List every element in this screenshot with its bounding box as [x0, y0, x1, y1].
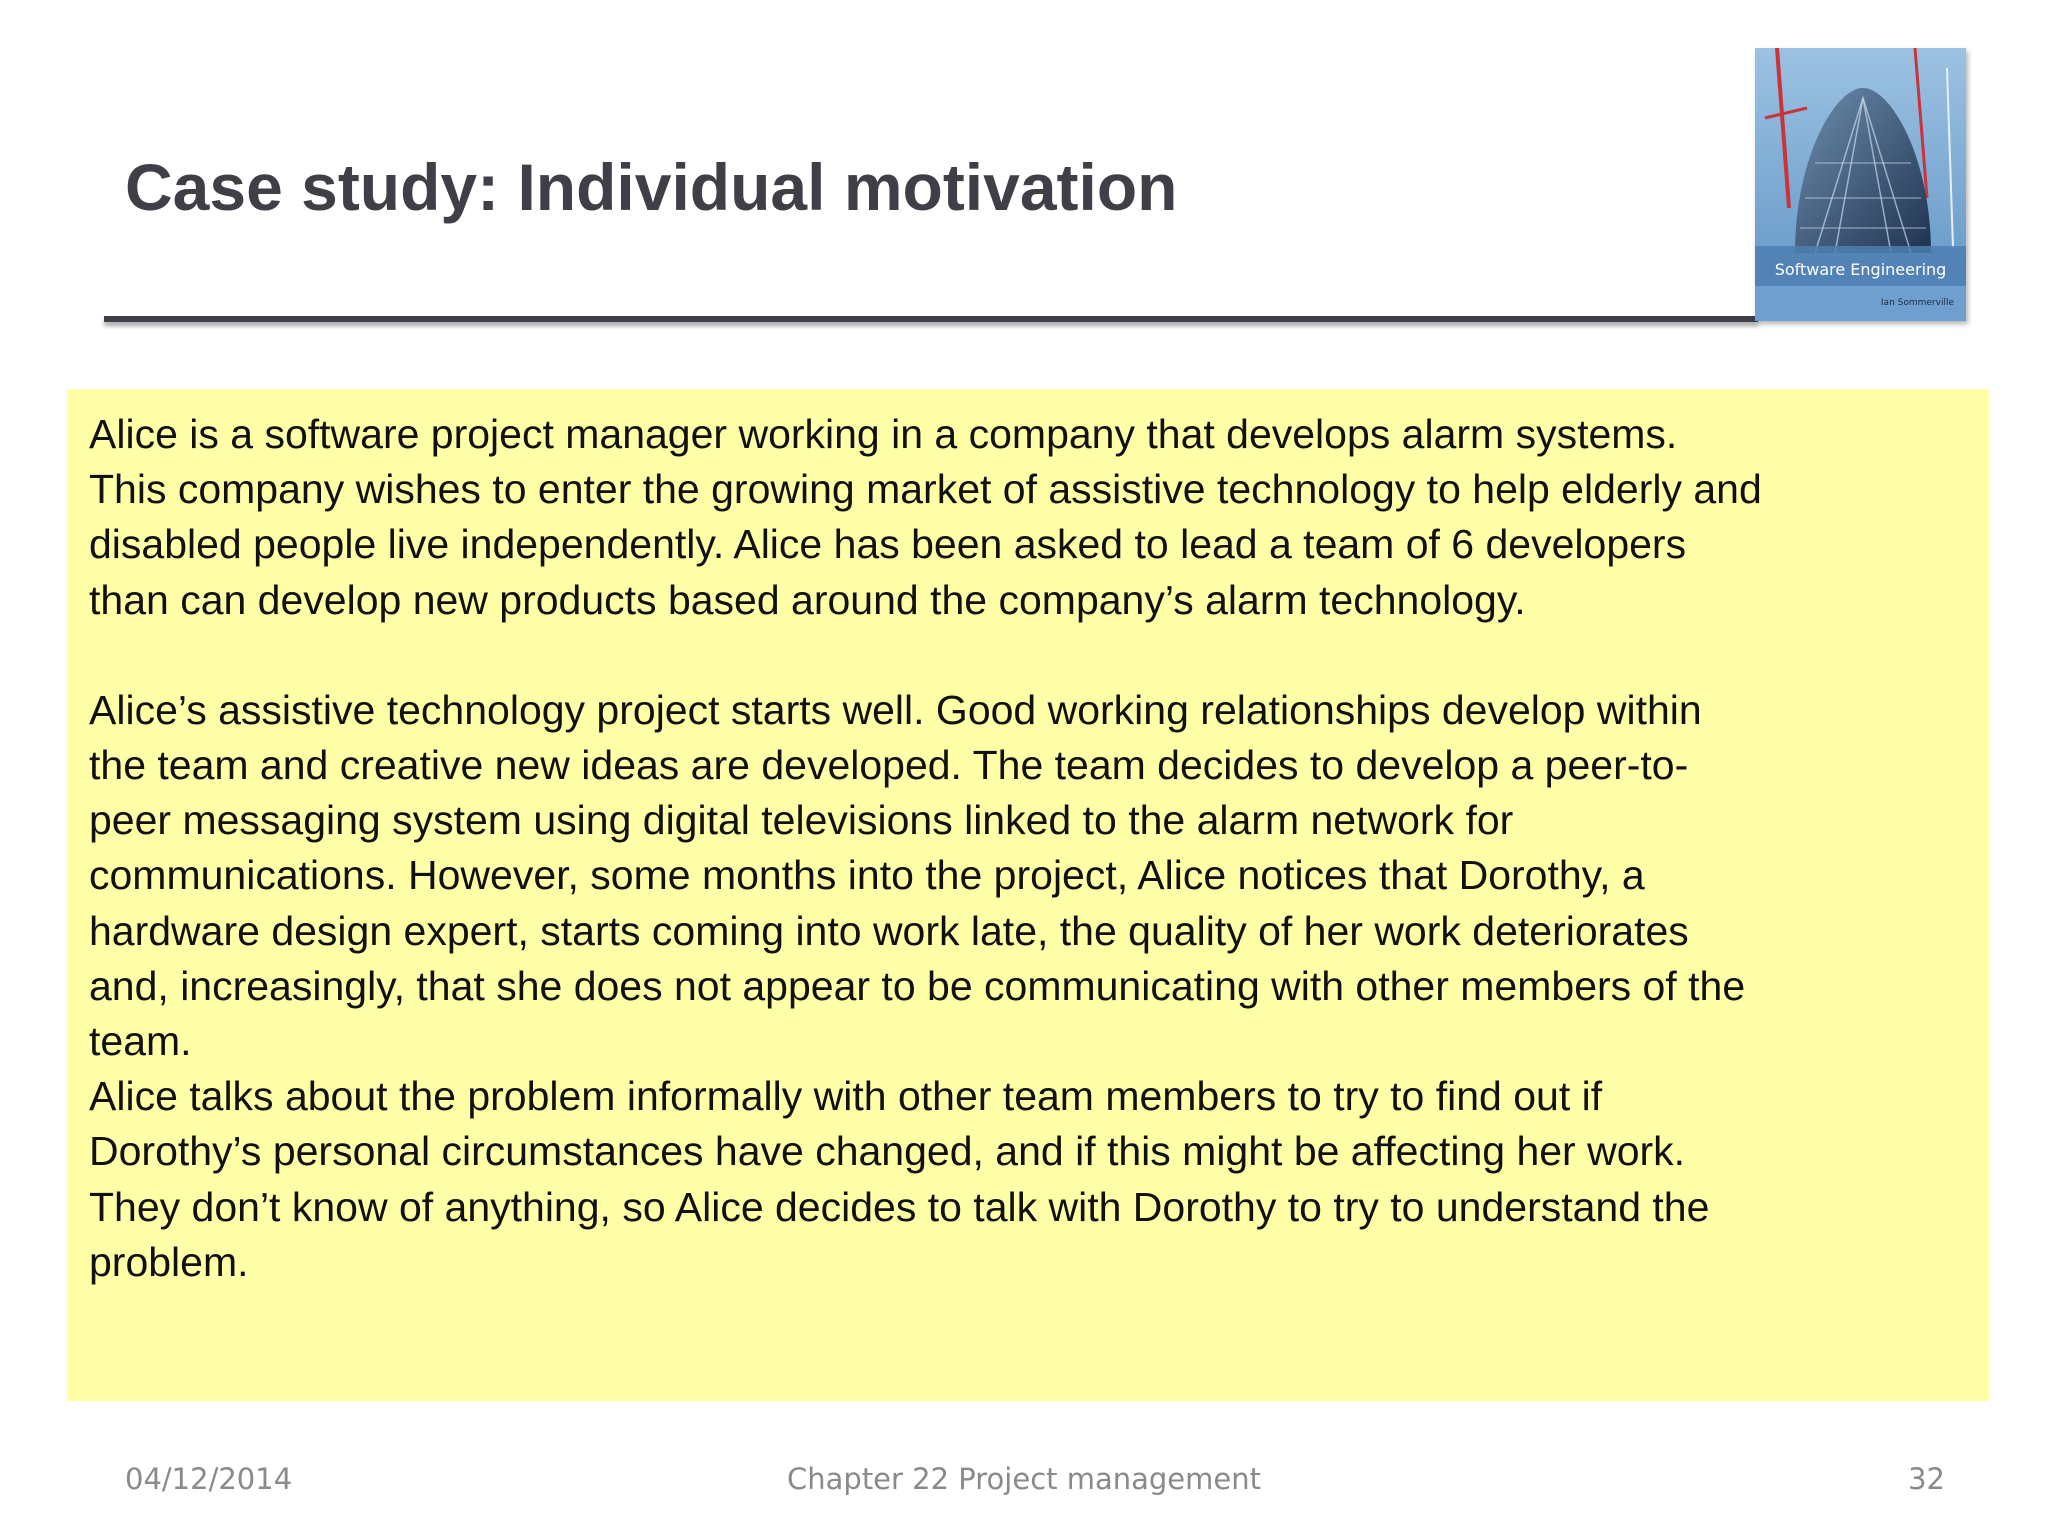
- cover-title: Software Engineering: [1774, 260, 1947, 279]
- case-paragraph-problem: Alice’s assistive technology project starts well. Good working relationships develop within the team and creative new ideas are developed. The team decides to develop a peer-to- peer messaging system using digital televisions linked to the alarm network for communications. However, some months into the project, Alice notices that Dorothy, a hardware design expert, starts coming into work late, the quality of her work deteriorates and, increasingly, that she does not appear to be communicating with other members of the team.: [89, 686, 1746, 1065]
- footer-date: 04/12/2014: [125, 1462, 293, 1496]
- paragraph-spacer: [89, 628, 1967, 683]
- title-underline: [104, 316, 1758, 322]
- case-paragraph-action: Alice talks about the problem informally with other team members to try to find out if Dorothy’s personal circumstances have changed, and if this might be affecting her work. They don’t know of anything, so Alice decides to talk with Dorothy to try to understand the problem.: [89, 1073, 1710, 1285]
- book-cover-image: [1755, 48, 1966, 321]
- case-study-box: [67, 389, 1989, 1401]
- footer-chapter: Chapter 22 Project management: [787, 1462, 1261, 1496]
- footer-page-number: 32: [1908, 1462, 1945, 1496]
- slide-title: Case study: Individual motivation: [125, 150, 1178, 224]
- case-paragraph-intro: Alice is a software project manager working in a company that develops alarm systems. This company wishes to enter the growing market of assistive technology to help elderly and disabled people live independently. Alice has been asked to lead a team of 6 developers than can develop new products based around the company’s alarm technology.: [89, 411, 1762, 623]
- cover-artwork: [1755, 48, 1966, 321]
- cover-author: Ian Sommerville: [1880, 298, 1954, 308]
